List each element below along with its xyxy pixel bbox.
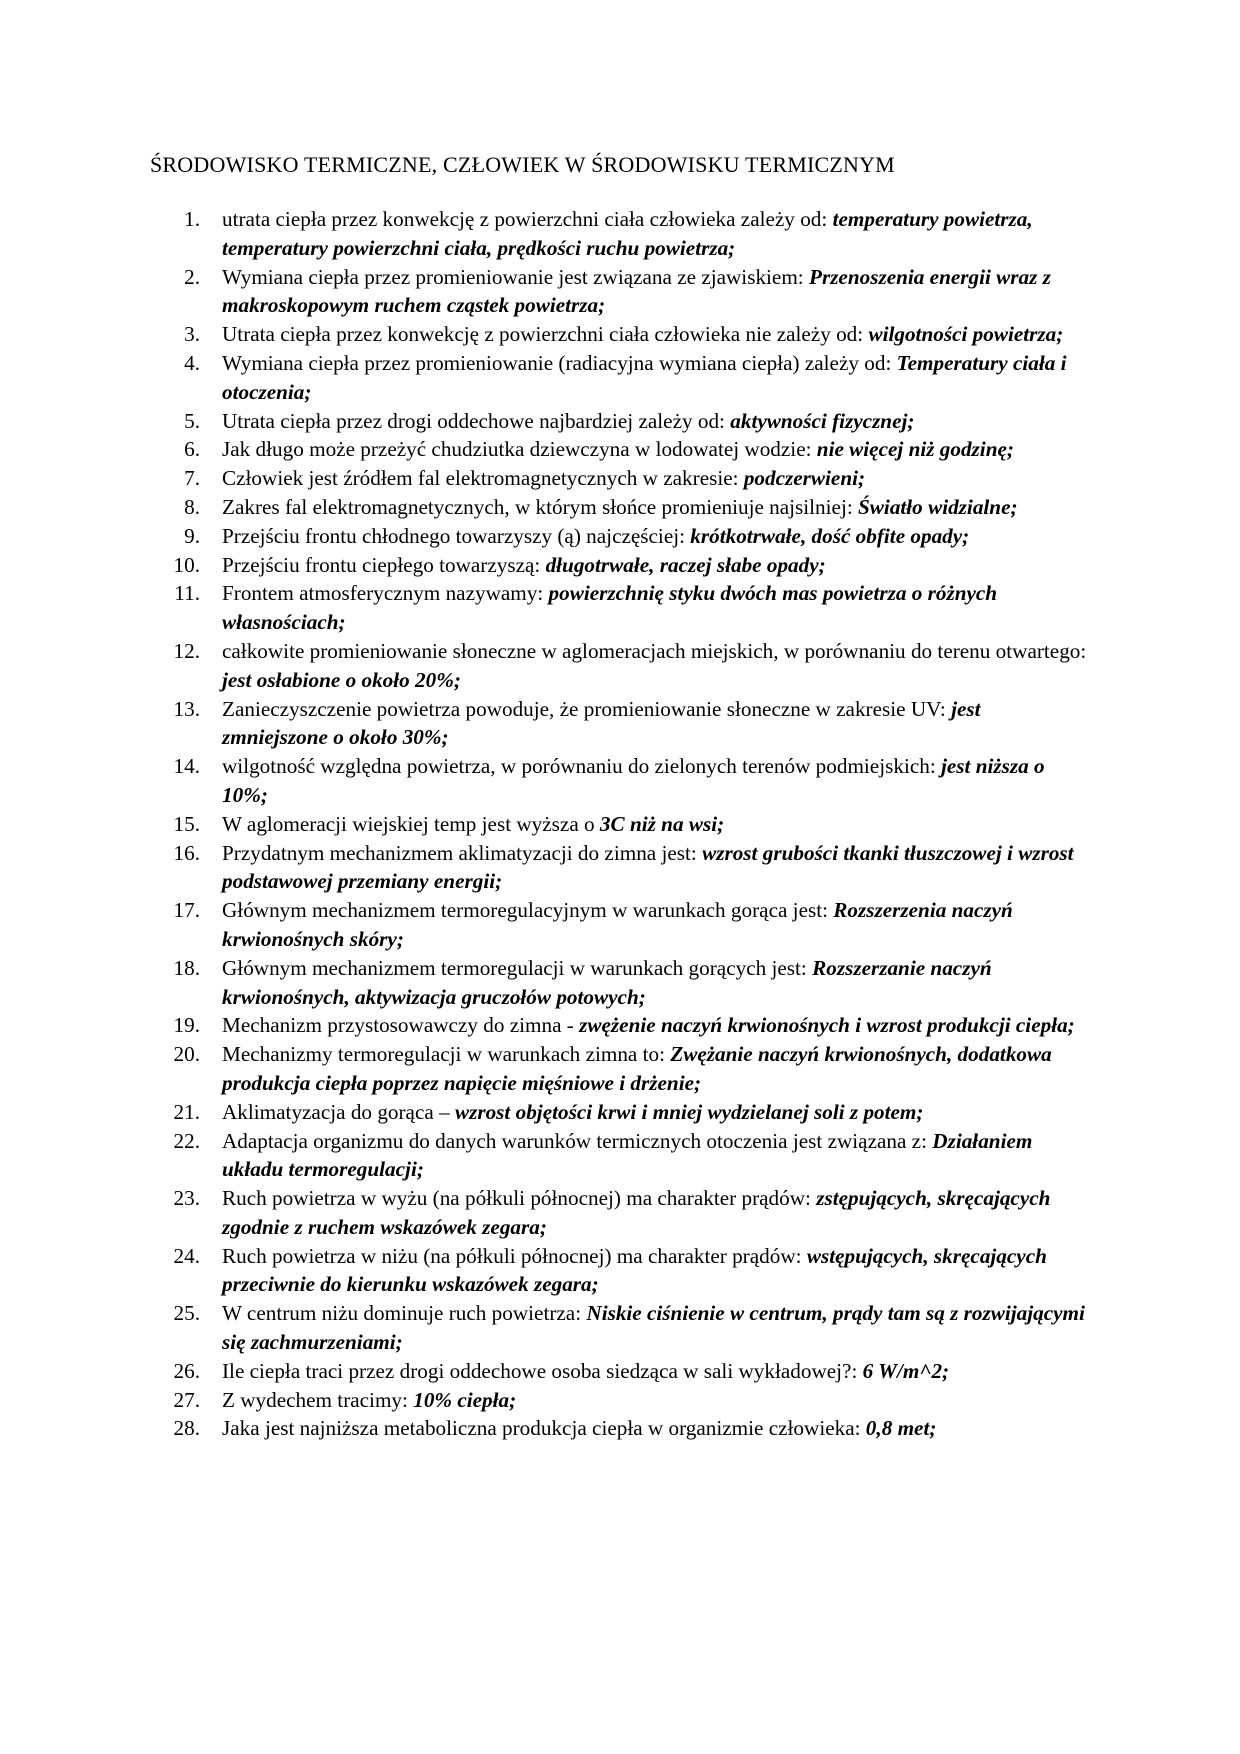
- list-item: [150, 407, 1090, 436]
- list-item: [150, 522, 1090, 551]
- list-item-number: 21.: [173, 1099, 200, 1124]
- question-text: Adaptacja organizmu do danych warunków termicznych otoczenia jest związana z:: [222, 1128, 933, 1153]
- list-item: [150, 205, 1090, 263]
- list-item: [150, 464, 1090, 493]
- answer-text: zwężenie naczyń krwionośnych i wzrost produkcji ciepła;: [579, 1013, 1075, 1038]
- answer-text: Działaniem układu termoregulacji;: [222, 1128, 1033, 1182]
- answer-text: powierzchnię styku dwóch mas powietrza o różnych własnościach;: [222, 581, 998, 635]
- list-item: [150, 752, 1090, 810]
- list-item: [150, 1040, 1090, 1098]
- question-text: Mechanizm przystosowawczy do zimna -: [222, 1013, 580, 1038]
- list-item-number: 16.: [173, 840, 200, 865]
- answer-text: Temperatury ciała i otoczenia;: [222, 350, 1067, 404]
- question-text: Z wydechem tracimy:: [222, 1387, 414, 1412]
- list-item: [150, 954, 1090, 1012]
- question-text: Człowiek jest źródłem fal elektromagnetycznych w zakresie:: [222, 466, 744, 491]
- question-text: Przejściu frontu ciepłego towarzyszą:: [222, 552, 546, 577]
- answer-text: jest zmniejszone o około 30%;: [222, 696, 981, 750]
- question-text: Jaka jest najniższa metaboliczna produkcja ciepła w organizmie człowieka:: [222, 1416, 866, 1441]
- list-item-number: 2.: [184, 264, 200, 289]
- answer-text: 10% ciepła;: [413, 1387, 517, 1412]
- answer-text: krótkotrwałe, dość obfite opady;: [690, 523, 970, 548]
- answer-text: 0,8 met;: [865, 1416, 937, 1441]
- list-item: [150, 579, 1090, 637]
- list-item-number: 1.: [184, 207, 200, 231]
- answer-text: wstępujących, skręcających przeciwnie do kierunku wskazówek zegara;: [222, 1243, 1047, 1297]
- question-text: W aglomeracji wiejskiej temp jest wyższa o: [222, 811, 600, 836]
- list-item-number: 23.: [173, 1186, 200, 1211]
- list-item: [150, 320, 1090, 349]
- list-item: [150, 637, 1090, 695]
- question-text: Wymiana ciepła przez promieniowanie (radiacyjna wymiana ciepła) zależy od:: [222, 350, 897, 375]
- list-item: [150, 1299, 1090, 1357]
- list-item: [150, 1127, 1090, 1185]
- question-text: Frontem atmosferycznym nazywamy:: [222, 581, 549, 606]
- answer-text: Światło widzialne;: [858, 494, 1018, 519]
- list-item: [150, 1011, 1090, 1040]
- answer-text: Niskie ciśnienie w centrum, prądy tam są z rozwijającymi się zachmurzeniami;: [222, 1301, 1085, 1355]
- list-item-number: 12.: [173, 638, 200, 663]
- question-text: Ile ciepła traci przez drogi oddechowe osoba siedząca w sali wykładowej?:: [222, 1358, 863, 1383]
- document-title: ŚRODOWISKO TERMICZNE, CZŁOWIEK W ŚRODOWISKU TERMICZNYM: [150, 152, 895, 177]
- question-text: Aklimatyzacja do gorąca –: [222, 1099, 455, 1124]
- answer-text: nie więcej niż godzinę;: [816, 437, 1014, 462]
- question-text: Ruch powietrza w niżu (na półkuli północnej) ma charakter prądów:: [222, 1243, 807, 1268]
- answer-text: Rozszerzanie naczyń krwionośnych, aktywizacja gruczołów potowych;: [222, 955, 992, 1009]
- list-item-number: 8.: [184, 494, 200, 519]
- list-item: [150, 1414, 1090, 1443]
- list-item-number: 6.: [184, 437, 200, 462]
- list-item-number: 27.: [173, 1387, 200, 1412]
- list-item: [150, 1357, 1090, 1386]
- list-item: [150, 896, 1090, 954]
- question-text: całkowite promieniowanie słoneczne w aglomeracjach miejskich, w porównaniu do terenu otwartego:: [222, 638, 1087, 663]
- answer-text: wilgotności powietrza;: [868, 322, 1064, 347]
- list-item: [150, 839, 1090, 897]
- question-text: Ruch powietrza w wyżu (na półkuli północnej) ma charakter prądów:: [222, 1186, 817, 1211]
- list-item-number: 18.: [173, 955, 200, 980]
- list-item: [150, 551, 1090, 580]
- list-item: [150, 695, 1090, 753]
- list-item: [150, 349, 1090, 407]
- answer-text: Zwężanie naczyń krwionośnych, dodatkowa produkcja ciepła poprzez napięcie mięśniowe i drżenie;: [222, 1042, 1052, 1095]
- question-text: Przejściu frontu chłodnego towarzyszy (ą) najczęściej:: [222, 523, 691, 548]
- list-item: [150, 1242, 1090, 1300]
- question-text: utrata ciepła przez konwekcję z powierzchni ciała człowieka zależy od:: [222, 207, 833, 231]
- list-item: [150, 1184, 1090, 1242]
- question-text: Przydatnym mechanizmem aklimatyzacji do zimna jest:: [222, 840, 703, 865]
- question-text: Głównym mechanizmem termoregulacji w warunkach gorących jest:: [222, 955, 813, 980]
- question-list: [150, 205, 1090, 1443]
- list-item-number: 4.: [184, 350, 200, 375]
- list-item-number: 11.: [174, 581, 200, 606]
- answer-text: jest osłabione o około 20%;: [222, 667, 461, 692]
- list-item: [150, 1386, 1090, 1415]
- answer-text: Przenoszenia energii wraz z makroskopowym ruchem cząstek powietrza;: [222, 264, 1051, 318]
- list-item: [150, 493, 1090, 522]
- answer-text: długotrwałe, raczej słabe opady;: [545, 552, 826, 577]
- list-item-number: 25.: [173, 1301, 200, 1326]
- list-item-number: 20.: [173, 1042, 200, 1067]
- list-item-number: 10.: [173, 552, 200, 577]
- list-item-number: 9.: [184, 523, 200, 548]
- list-item-number: 17.: [173, 898, 200, 923]
- list-item: [150, 263, 1090, 321]
- list-item-number: 22.: [173, 1128, 200, 1153]
- list-item-number: 26.: [173, 1358, 200, 1383]
- question-text: Utrata ciepła przez konwekcję z powierzchni ciała człowieka nie zależy od:: [222, 322, 869, 347]
- answer-text: wzrost objętości krwi i mniej wydzielanej soli z potem;: [454, 1099, 924, 1124]
- answer-text: wzrost grubości tkanki tłuszczowej i wzrost podstawowej przemiany energii;: [222, 840, 1074, 894]
- list-item-number: 13.: [173, 696, 200, 721]
- list-item-number: 15.: [173, 811, 200, 836]
- list-item-number: 5.: [184, 408, 200, 433]
- answer-text: 3C niż na wsi;: [599, 811, 725, 836]
- answer-text: aktywności fizycznej;: [730, 408, 915, 433]
- question-text: Mechanizmy termoregulacji w warunkach zimna to:: [222, 1042, 671, 1067]
- question-text: W centrum niżu dominuje ruch powietrza:: [222, 1301, 587, 1326]
- question-text: wilgotność względna powietrza, w porównaniu do zielonych terenów podmiejskich:: [222, 754, 942, 779]
- answer-text: Rozszerzenia naczyń krwionośnych skóry;: [222, 898, 1013, 951]
- list-item-number: 19.: [173, 1013, 200, 1038]
- question-text: Zanieczyszczenie powietrza powoduje, że promieniowanie słoneczne w zakresie UV:: [222, 696, 952, 721]
- list-item-number: 7.: [184, 466, 200, 491]
- list-item: [150, 810, 1090, 839]
- answer-text: 6 W/m^2;: [862, 1358, 950, 1383]
- list-item: [150, 435, 1090, 464]
- question-text: Utrata ciepła przez drogi oddechowe najbardziej zależy od:: [222, 408, 731, 433]
- question-text: Głównym mechanizmem termoregulacyjnym w warunkach gorąca jest:: [222, 898, 834, 923]
- answer-text: temperatury powietrza, temperatury powierzchni ciała, prędkości ruchu powietrza;: [222, 207, 1033, 260]
- answer-text: podczerwieni;: [743, 466, 866, 491]
- list-item-number: 14.: [173, 754, 200, 779]
- question-text: Wymiana ciepła przez promieniowanie jest związana ze zjawiskiem:: [222, 264, 809, 289]
- list-item-number: 24.: [173, 1243, 200, 1268]
- list-item-number: 3.: [184, 322, 200, 347]
- list-item-number: 28.: [173, 1416, 200, 1441]
- answer-text: zstępujących, skręcających zgodnie z ruchem wskazówek zegara;: [222, 1186, 1051, 1239]
- question-text: Zakres fal elektromagnetycznych, w którym słońce promieniuje najsilniej:: [222, 494, 859, 519]
- answer-text: jest niższa o 10%;: [222, 754, 1045, 807]
- question-text: Jak długo może przeżyć chudziutka dziewczyna w lodowatej wodzie:: [222, 437, 817, 462]
- list-item: [150, 1098, 1090, 1127]
